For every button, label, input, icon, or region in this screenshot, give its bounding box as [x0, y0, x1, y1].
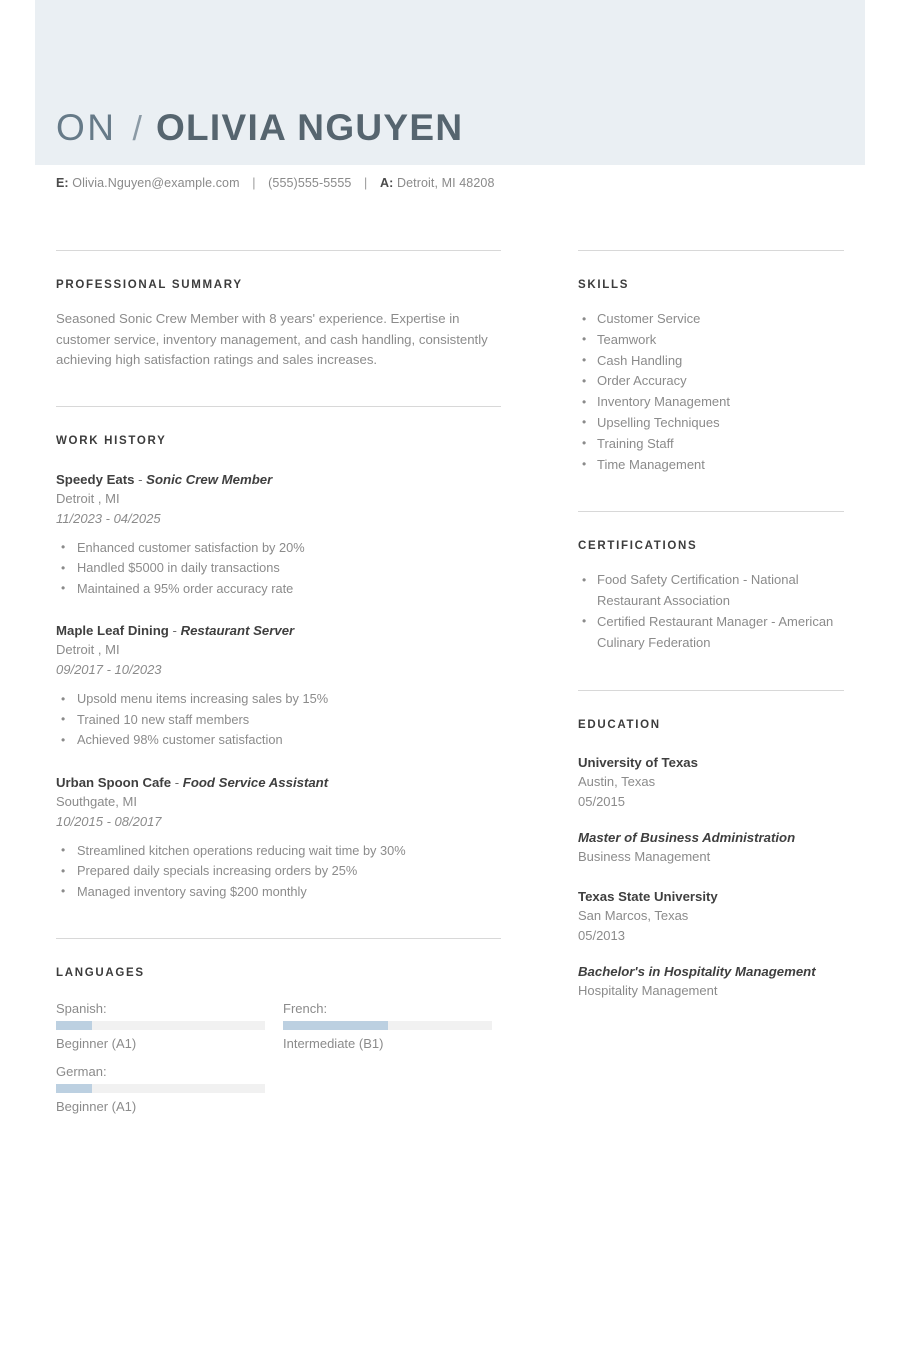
- language-progress-track: [56, 1084, 265, 1093]
- section-title-professional-summary: PROFESSIONAL SUMMARY: [56, 279, 243, 291]
- phone-value: (555)555-5555: [268, 176, 352, 190]
- section-title-certifications: CERTIFICATIONS: [578, 540, 698, 553]
- email-label: E:: [56, 176, 69, 190]
- job-title-line: [56, 622, 501, 640]
- contact-separator-1: |: [252, 176, 256, 190]
- section-work-history: [56, 406, 501, 903]
- language-name: Spanish:: [56, 1001, 107, 1016]
- contact-line: [56, 176, 495, 190]
- education-field: Hospitality Management: [578, 982, 718, 998]
- list-item: • Managed inventory saving $200 monthly: [56, 882, 501, 903]
- list-item: • Food Safety Certification - National Restaurant Association: [578, 570, 844, 612]
- language-item: [56, 998, 265, 1054]
- right-column: [578, 250, 844, 1001]
- education-school: Texas State University: [578, 888, 718, 904]
- section-skills: [578, 250, 844, 475]
- section-divider: [56, 406, 501, 407]
- education-school: University of Texas: [578, 754, 698, 770]
- job-dates: 09/2017 - 10/2023: [56, 662, 162, 677]
- job-bullets: [56, 538, 501, 600]
- work-entry: [56, 774, 501, 903]
- education-entry: [578, 753, 844, 867]
- header-banner: [35, 0, 865, 165]
- monogram-initials: ON: [56, 107, 117, 148]
- contact-separator-2: |: [364, 176, 368, 190]
- list-item: • Trained 10 new staff members: [56, 710, 501, 731]
- section-title-work-history: WORK HISTORY: [56, 434, 167, 447]
- job-dates: 11/2023 - 04/2025: [56, 510, 161, 526]
- job-location: Detroit , MI: [56, 642, 120, 657]
- job-role: Restaurant Server: [180, 623, 295, 638]
- language-progress-track: [283, 1021, 492, 1030]
- section-divider: [56, 938, 501, 939]
- section-languages: [56, 938, 501, 1124]
- list-item: • Handled $5000 in daily transactions: [56, 558, 501, 579]
- job-role: Sonic Crew Member: [146, 471, 273, 487]
- section-professional-summary: [56, 250, 501, 371]
- list-item: • Cash Handling: [578, 351, 844, 372]
- left-column: [56, 250, 501, 1124]
- section-divider: [578, 250, 844, 251]
- name-row: [56, 107, 463, 149]
- job-dash: -: [168, 623, 181, 638]
- section-title-skills: SKILLS: [578, 279, 630, 291]
- language-progress-fill: [56, 1084, 92, 1093]
- job-location: Southgate, MI: [56, 793, 137, 809]
- work-entry: [56, 622, 501, 751]
- list-item: • Time Management: [578, 455, 844, 476]
- language-level: Intermediate (B1): [283, 1036, 384, 1051]
- list-item: • Order Accuracy: [578, 371, 844, 392]
- section-certifications: [578, 511, 844, 653]
- list-item: • Upsold menu items increasing sales by 15%: [56, 689, 501, 710]
- job-bullets: [56, 689, 501, 751]
- section-divider: [578, 511, 844, 512]
- list-item: • Prepared daily specials increasing orders by 25%: [56, 861, 501, 882]
- job-dash: -: [171, 774, 183, 790]
- job-employer: Speedy Eats: [56, 471, 135, 487]
- list-item: • Customer Service: [578, 309, 844, 330]
- education-field: Business Management: [578, 848, 711, 864]
- job-location: Detroit , MI: [56, 490, 120, 506]
- address-label: A:: [379, 176, 394, 190]
- job-employer: Urban Spoon Cafe: [56, 774, 172, 790]
- section-education: [578, 690, 844, 1001]
- education-date: 05/2015: [578, 793, 625, 809]
- language-progress-track: [56, 1021, 265, 1030]
- certifications-list: [578, 570, 844, 653]
- language-progress-fill: [56, 1021, 92, 1030]
- job-dates: 10/2015 - 08/2017: [56, 813, 162, 829]
- education-date: 05/2013: [578, 927, 625, 943]
- language-level: Beginner (A1): [56, 1036, 137, 1051]
- education-location: San Marcos, Texas: [578, 907, 689, 923]
- job-role: Food Service Assistant: [182, 774, 329, 790]
- language-item: [56, 1061, 265, 1117]
- section-title-languages: LANGUAGES: [56, 967, 145, 979]
- name-separator: /: [132, 110, 142, 148]
- section-divider: [578, 690, 844, 691]
- job-title-line: [56, 471, 501, 489]
- page-title: OLIVIA NGUYEN: [155, 107, 464, 148]
- email-value: Olivia.Nguyen@example.com: [72, 176, 240, 190]
- section-divider: [56, 250, 501, 251]
- list-item: • Achieved 98% customer satisfaction: [56, 730, 501, 751]
- list-item: • Inventory Management: [578, 392, 844, 413]
- list-item: • Enhanced customer satisfaction by 20%: [56, 538, 501, 559]
- list-item: • Maintained a 95% order accuracy rate: [56, 579, 501, 600]
- job-bullets: [56, 841, 501, 903]
- work-entry: [56, 471, 501, 600]
- language-name: German:: [56, 1064, 107, 1079]
- list-item: • Streamlined kitchen operations reducing wait time by 30%: [56, 841, 501, 862]
- job-employer: Maple Leaf Dining: [56, 623, 169, 638]
- section-title-education: EDUCATION: [578, 718, 661, 731]
- list-item: • Teamwork: [578, 330, 844, 351]
- education-location: Austin, Texas: [578, 773, 656, 789]
- address-value: Detroit, MI 48208: [396, 176, 495, 190]
- language-level: Beginner (A1): [56, 1099, 137, 1114]
- list-item: • Certified Restaurant Manager - American Culinary Federation: [578, 612, 844, 654]
- job-dash: -: [134, 471, 147, 487]
- education-entry: [578, 887, 844, 1001]
- education-degree: Master of Business Administration: [578, 829, 796, 845]
- list-item: • Upselling Techniques: [578, 413, 844, 434]
- list-item: • Training Staff: [578, 434, 844, 455]
- language-progress-fill: [283, 1021, 388, 1030]
- languages-grid: [56, 998, 501, 1124]
- job-title-line: [56, 774, 501, 792]
- education-degree: Bachelor's in Hospitality Management: [578, 963, 816, 979]
- language-item: [283, 998, 492, 1054]
- language-name: French:: [283, 1001, 328, 1016]
- skills-list: [578, 309, 844, 475]
- professional-summary-text: Seasoned Sonic Crew Member with 8 years' experience. Expertise in customer service, inventory management, and cash handling, consistently achieving high satisfaction ratings and sales increases.: [56, 311, 488, 367]
